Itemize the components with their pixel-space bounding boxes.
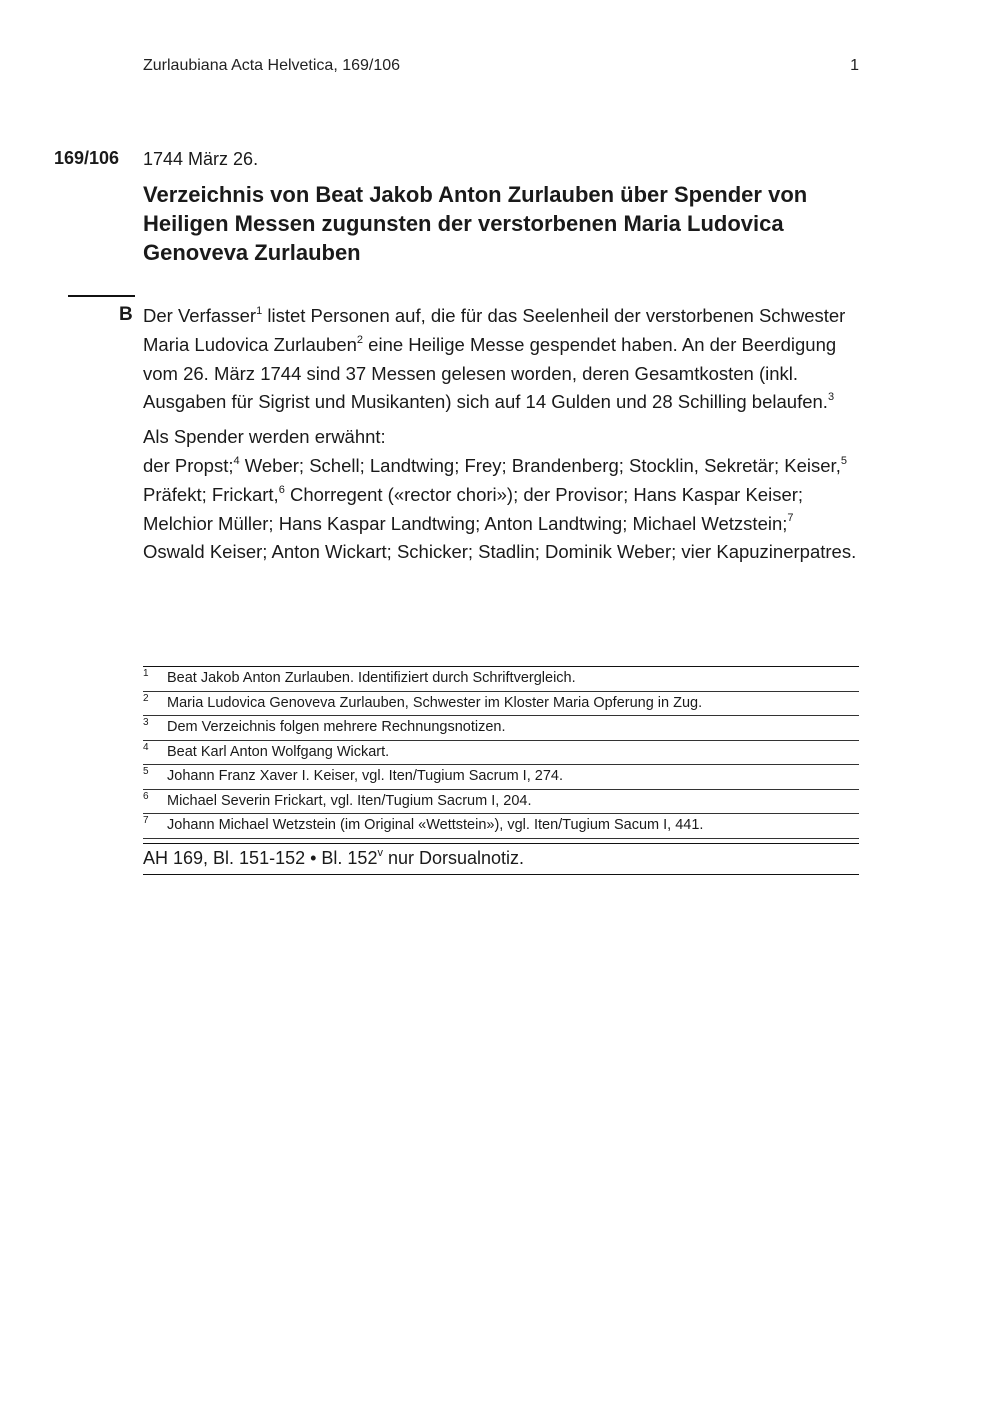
footnote-ref-3[interactable]: 3 bbox=[827, 391, 835, 404]
footnote-text: Johann Franz Xaver I. Keiser, vgl. Iten/Tugium Sacrum I, 274. bbox=[167, 768, 563, 784]
footnote-text: Michael Severin Frickart, vgl. Iten/Tugium Sacrum I, 204. bbox=[167, 792, 532, 809]
section-marker: B bbox=[119, 304, 133, 325]
footnote-text: Johann Michael Wetzstein (im Original «Wettstein»), vgl. Iten/Tugium Sacum I, 441. bbox=[167, 817, 704, 833]
footnote-item bbox=[143, 790, 859, 815]
footnote-item bbox=[143, 814, 859, 839]
footnote-text: Maria Ludovica Genoveva Zurlauben, Schwester im Kloster Maria Opferung in Zug. bbox=[167, 694, 703, 711]
footnote-ref-4[interactable]: 4 bbox=[233, 454, 240, 467]
footnote-item bbox=[143, 765, 859, 790]
footnote-number: 2 bbox=[143, 692, 149, 704]
footnote-text: Dem Verzeichnis folgen mehrere Rechnungsnotizen. bbox=[167, 719, 506, 735]
footnote-number: 5 bbox=[143, 766, 149, 777]
footnote-number: 6 bbox=[143, 790, 149, 802]
text-run: Weber; Schell; Landtwing; Frey; Brandenberg; Stocklin, Sekretär; Keiser, bbox=[239, 454, 841, 476]
page-number: 1 bbox=[850, 57, 859, 74]
text-run: Präfekt; Frickart, bbox=[143, 483, 279, 505]
footnotes-list bbox=[143, 666, 859, 839]
footnote-number: 7 bbox=[143, 815, 149, 826]
text-run: eine Heilige Messe gespendet haben. An der Beerdigung vom 26. März 1744 sind 37 Messen gelesen worden, deren Gesamtkosten (inkl. Ausgaben für Sigrist und Musikanten) sich auf 14 Gulden und 28 Schilling belaufen. bbox=[143, 333, 837, 413]
donors-intro: Als Spender werden erwähnt: bbox=[143, 426, 386, 448]
document-date: 1744 März 26. bbox=[143, 149, 259, 169]
document-id: 169/106 bbox=[54, 148, 120, 168]
running-header bbox=[143, 57, 859, 75]
footnote-item bbox=[143, 692, 859, 717]
footnote-ref-1[interactable]: 1 bbox=[256, 304, 263, 317]
footnote-item bbox=[143, 667, 859, 692]
running-title: Zurlaubiana Acta Helvetica, 169/106 bbox=[143, 57, 401, 74]
footnote-number: 4 bbox=[143, 741, 149, 753]
donors-paragraph bbox=[143, 423, 859, 567]
document-body bbox=[143, 302, 859, 573]
text-run: Chorregent («rector chori»); der Provisor; Hans Kaspar Keiser; Melchior Müller; Hans Kaspar Landtwing; Anton Landtwing; Michael Wetzstein; bbox=[143, 483, 804, 534]
verso-marker: v bbox=[377, 847, 383, 859]
footnote-number: 3 bbox=[143, 717, 149, 728]
text-run: Der Verfasser bbox=[143, 305, 257, 326]
text-run: listet Personen auf, die für das Seelenheil der verstorbenen Schwester Maria Ludovica Zurlauben bbox=[143, 305, 846, 355]
source-reference bbox=[143, 843, 859, 875]
footnote-item bbox=[143, 741, 859, 766]
source-text: AH 169, Bl. 151-152 • Bl. 152 bbox=[143, 848, 378, 868]
footnote-ref-7[interactable]: 7 bbox=[787, 512, 794, 525]
text-run: der Propst; bbox=[143, 454, 234, 476]
section-rule bbox=[68, 295, 135, 297]
footnote-ref-6[interactable]: 6 bbox=[278, 483, 285, 496]
footnote-text: Beat Jakob Anton Zurlauben. Identifiziert durch Schriftvergleich. bbox=[167, 670, 576, 686]
footnote-item bbox=[143, 716, 859, 741]
summary-paragraph bbox=[143, 302, 859, 417]
footnote-text: Beat Karl Anton Wolfgang Wickart. bbox=[167, 743, 390, 760]
document-title: Verzeichnis von Beat Jakob Anton Zurlauben über Spender von Heiligen Messen zugunsten der verstorbenen Maria Ludovica Genoveva Zurlauben bbox=[143, 182, 808, 265]
text-run: Oswald Keiser; Anton Wickart; Schicker; Stadlin; Dominik Weber; vier Kapuzinerpatres. bbox=[143, 541, 857, 563]
source-note: nur Dorsualnotiz. bbox=[382, 848, 525, 868]
footnote-ref-2[interactable]: 2 bbox=[356, 333, 364, 346]
footnote-number: 1 bbox=[143, 668, 149, 679]
footnote-ref-5[interactable]: 5 bbox=[840, 454, 847, 467]
